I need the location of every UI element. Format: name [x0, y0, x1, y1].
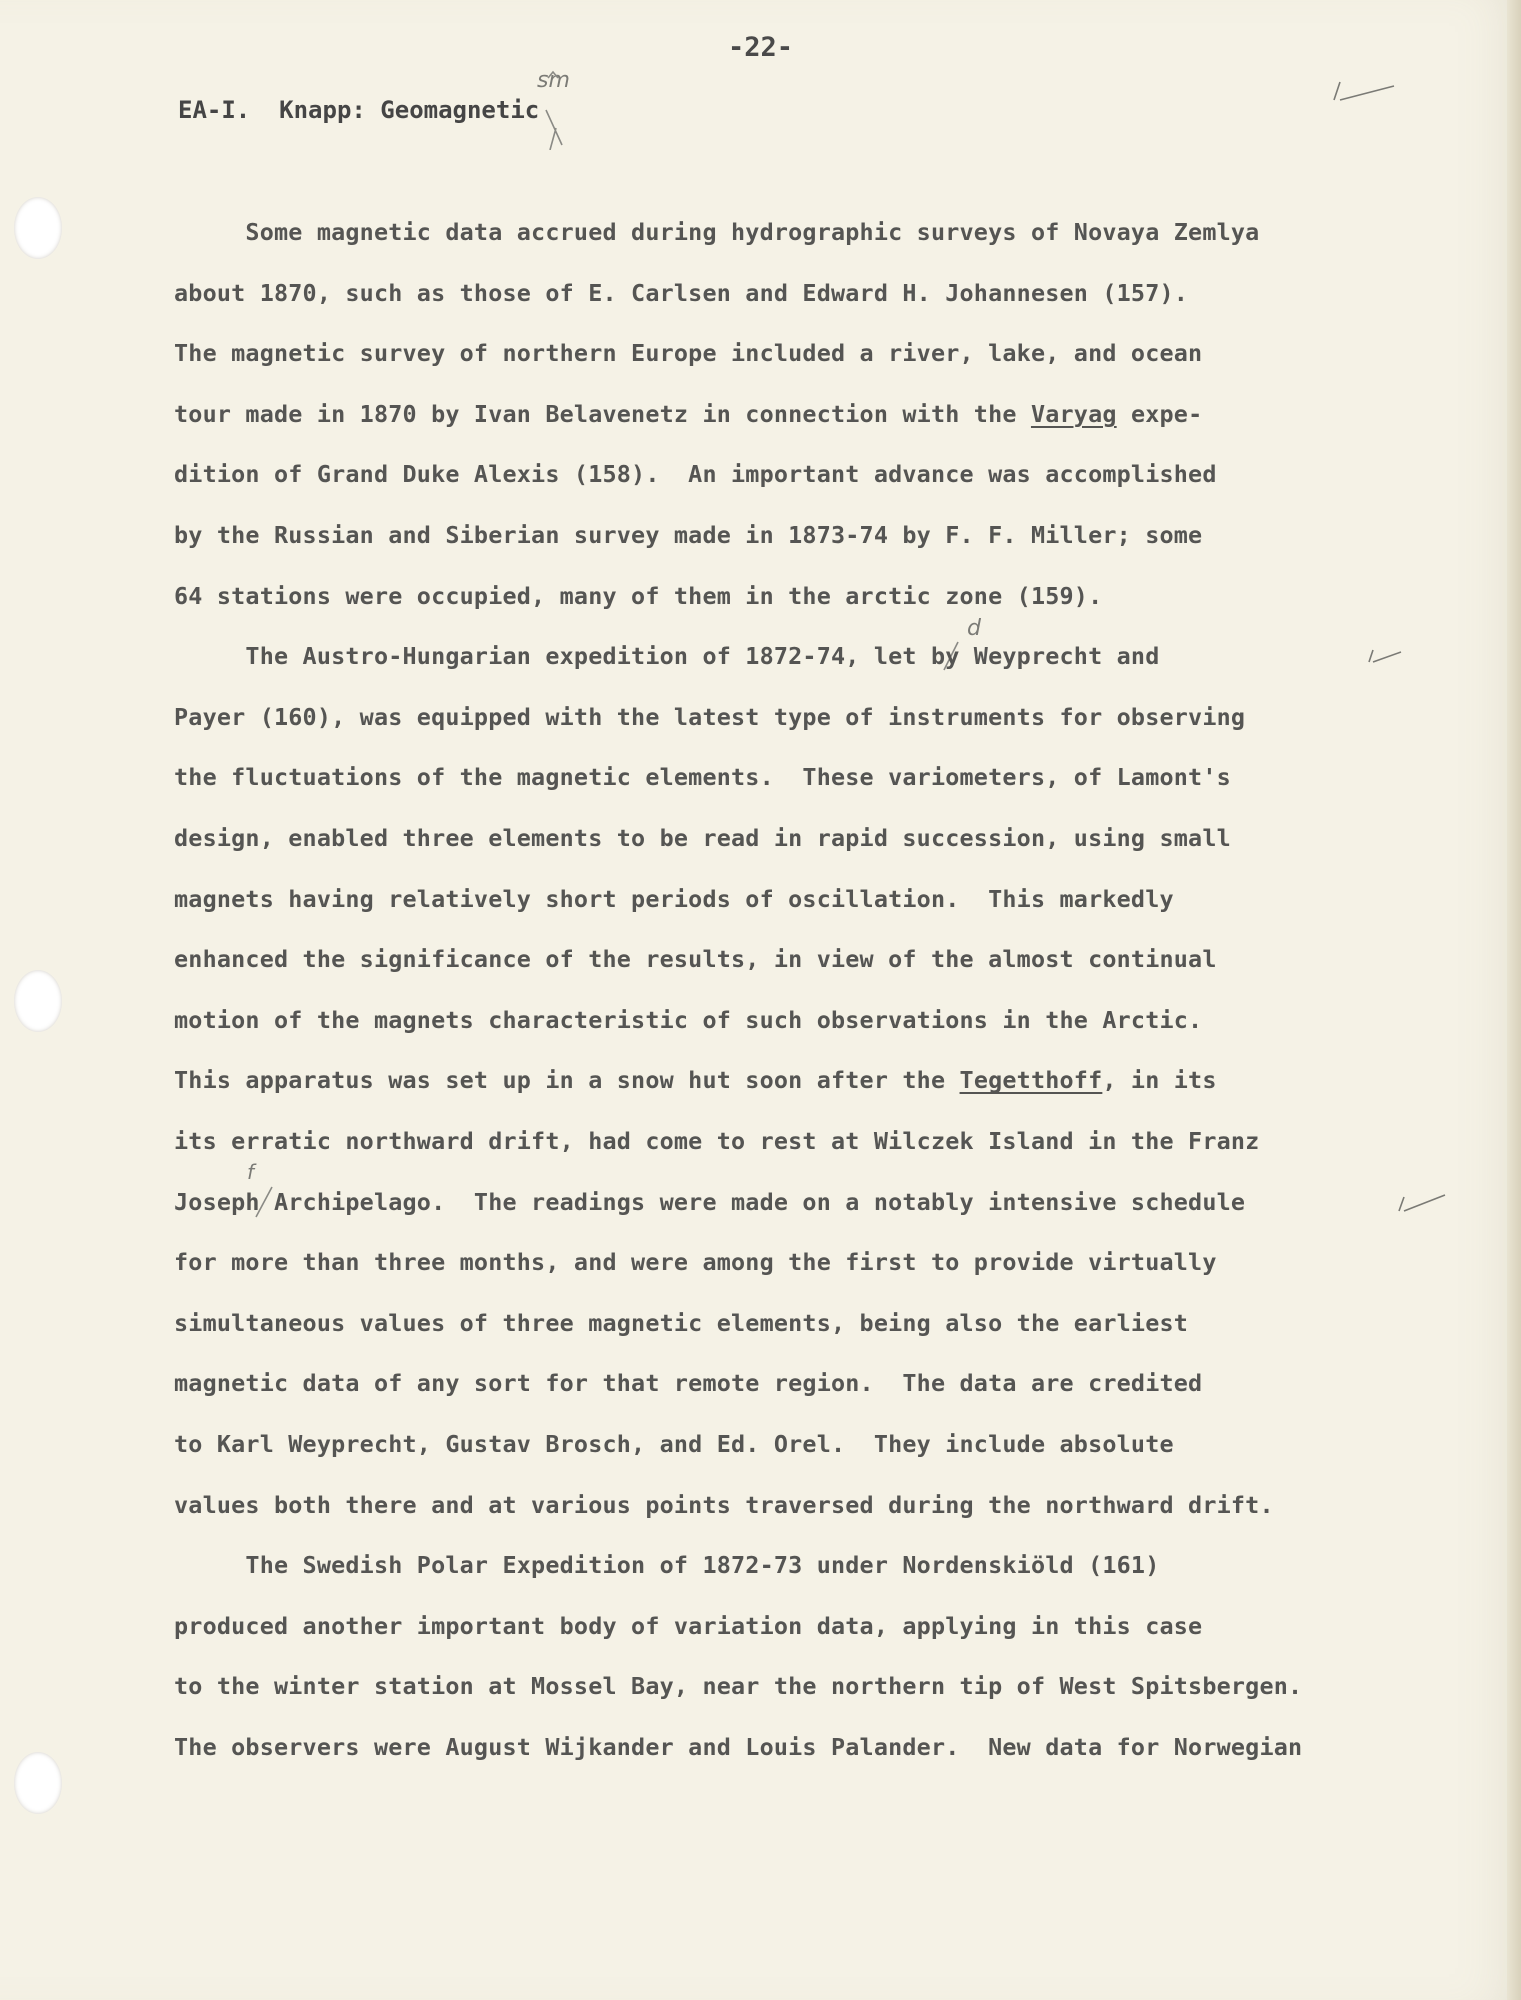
page-number: -22-: [727, 32, 794, 63]
text-line: [174, 1733, 1302, 1761]
text-line: [174, 218, 1259, 246]
text-line: [174, 1066, 1217, 1094]
text-line: [174, 1491, 1274, 1519]
text-segment: its erratic northward drift, had come to rest at Wilczek Island in the Franz: [174, 1127, 1260, 1155]
text-segment: design, enabled three elements to be read in rapid succession, using small: [174, 824, 1231, 852]
text-line: [174, 824, 1231, 852]
caret-mark-header: [520, 70, 580, 150]
pencil-insert-f: f: [247, 1160, 255, 1184]
check-mark-1: [1330, 70, 1400, 110]
text-line: [174, 1006, 1202, 1034]
text-segment: to the winter station at Mossel Bay, near the northern tip of West Spitsbergen.: [174, 1672, 1303, 1701]
check-mark-3: [1395, 1185, 1450, 1220]
text-segment: enhanced the significance of the results, in view of the almost continual: [174, 945, 1217, 974]
running-header: EA-I. Knapp: Geomagnetic: [178, 96, 540, 124]
text-segment: The observers were August Wijkander and Louis Palander. New data for Norwegian: [174, 1733, 1303, 1761]
text-line: [174, 642, 1159, 670]
text-line: [174, 1248, 1217, 1276]
text-segment: the fluctuations of the magnetic elements. These variometers, of Lamont's: [174, 763, 1231, 792]
text-segment: expe-: [1116, 399, 1203, 428]
text-line: [174, 1551, 1159, 1579]
text-segment: dition of Grand Duke Alexis (158). An important advance was accomplished: [174, 460, 1217, 489]
text-line: [174, 885, 1174, 913]
text-segment: Joseph Archipelago. The readings were made on a notably intensive schedule: [174, 1187, 1246, 1216]
text-segment: tour made in 1870 by Ivan Belavenetz in connection with the: [174, 399, 1031, 428]
text-segment: The Swedish Polar Expedition of 1872-73 under Nordenskiöld (161): [174, 1551, 1160, 1580]
text-line: [174, 1430, 1174, 1458]
text-segment: by the Russian and Siberian survey made in 1873-74 by F. F. Miller; some: [174, 521, 1203, 549]
text-line: [174, 582, 1102, 610]
text-segment: for more than three months, and were among the first to provide virtually: [174, 1248, 1217, 1277]
text-line: [174, 763, 1231, 791]
text-segment: to Karl Weyprecht, Gustav Brosch, and Ed. Orel. They include absolute: [174, 1430, 1174, 1458]
text-line: [174, 339, 1202, 367]
text-segment: motion of the magnets characteristic of such observations in the Arctic.: [174, 1005, 1203, 1034]
text-line: [174, 1127, 1259, 1155]
text-line: [174, 1309, 1188, 1337]
text-segment: Payer (160), was equipped with the latest type of instruments for observing: [174, 702, 1246, 731]
text-segment: magnets having relatively short periods of oscillation. This markedly: [174, 884, 1174, 913]
text-line: [174, 521, 1202, 549]
text-segment: The Austro-Hungarian expedition of 1872-74, let by Weyprecht and: [174, 642, 1160, 671]
text-line: [174, 945, 1217, 973]
text-segment: produced another important body of variation data, applying in this case: [174, 1611, 1203, 1640]
text-segment: simultaneous values of three magnetic elements, being also the earliest: [174, 1308, 1189, 1337]
text-line: [174, 703, 1245, 731]
pencil-insert-d: d: [967, 616, 981, 641]
check-mark-2: [1365, 640, 1405, 670]
text-segment: Some magnetic data accrued during hydrographic surveys of Novaya Zemlya: [174, 218, 1260, 246]
text-line: [174, 1369, 1202, 1397]
text-line: [174, 1672, 1302, 1700]
text-segment: about 1870, such as those of E. Carlsen and Edward H. Johannesen (157).: [174, 278, 1189, 307]
pencil-insert-sm: sm: [537, 68, 570, 93]
text-segment: values both there and at various points traversed during the northward drift.: [174, 1490, 1274, 1519]
underlined-ship-name: Tegetthoff: [959, 1066, 1103, 1095]
page-edge-shadow: [1507, 0, 1521, 2000]
text-line: [174, 400, 1202, 428]
text-segment: , in its: [1102, 1066, 1217, 1095]
text-segment: magnetic data of any sort for that remote region. The data are credited: [174, 1369, 1203, 1398]
punch-hole-middle: [14, 970, 62, 1032]
punch-hole-top: [14, 197, 62, 259]
text-line: [174, 1612, 1202, 1640]
underlined-ship-name: Varyag: [1030, 399, 1117, 428]
text-segment: 64 stations were occupied, many of them in the arctic zone (159).: [174, 581, 1103, 610]
text-line: [174, 460, 1217, 488]
text-segment: This apparatus was set up in a snow hut soon after the: [174, 1066, 960, 1095]
text-line: [174, 1188, 1245, 1216]
punch-hole-bottom: [14, 1752, 62, 1814]
text-segment: The magnetic survey of northern Europe included a river, lake, and ocean: [174, 339, 1203, 368]
text-line: [174, 279, 1188, 307]
